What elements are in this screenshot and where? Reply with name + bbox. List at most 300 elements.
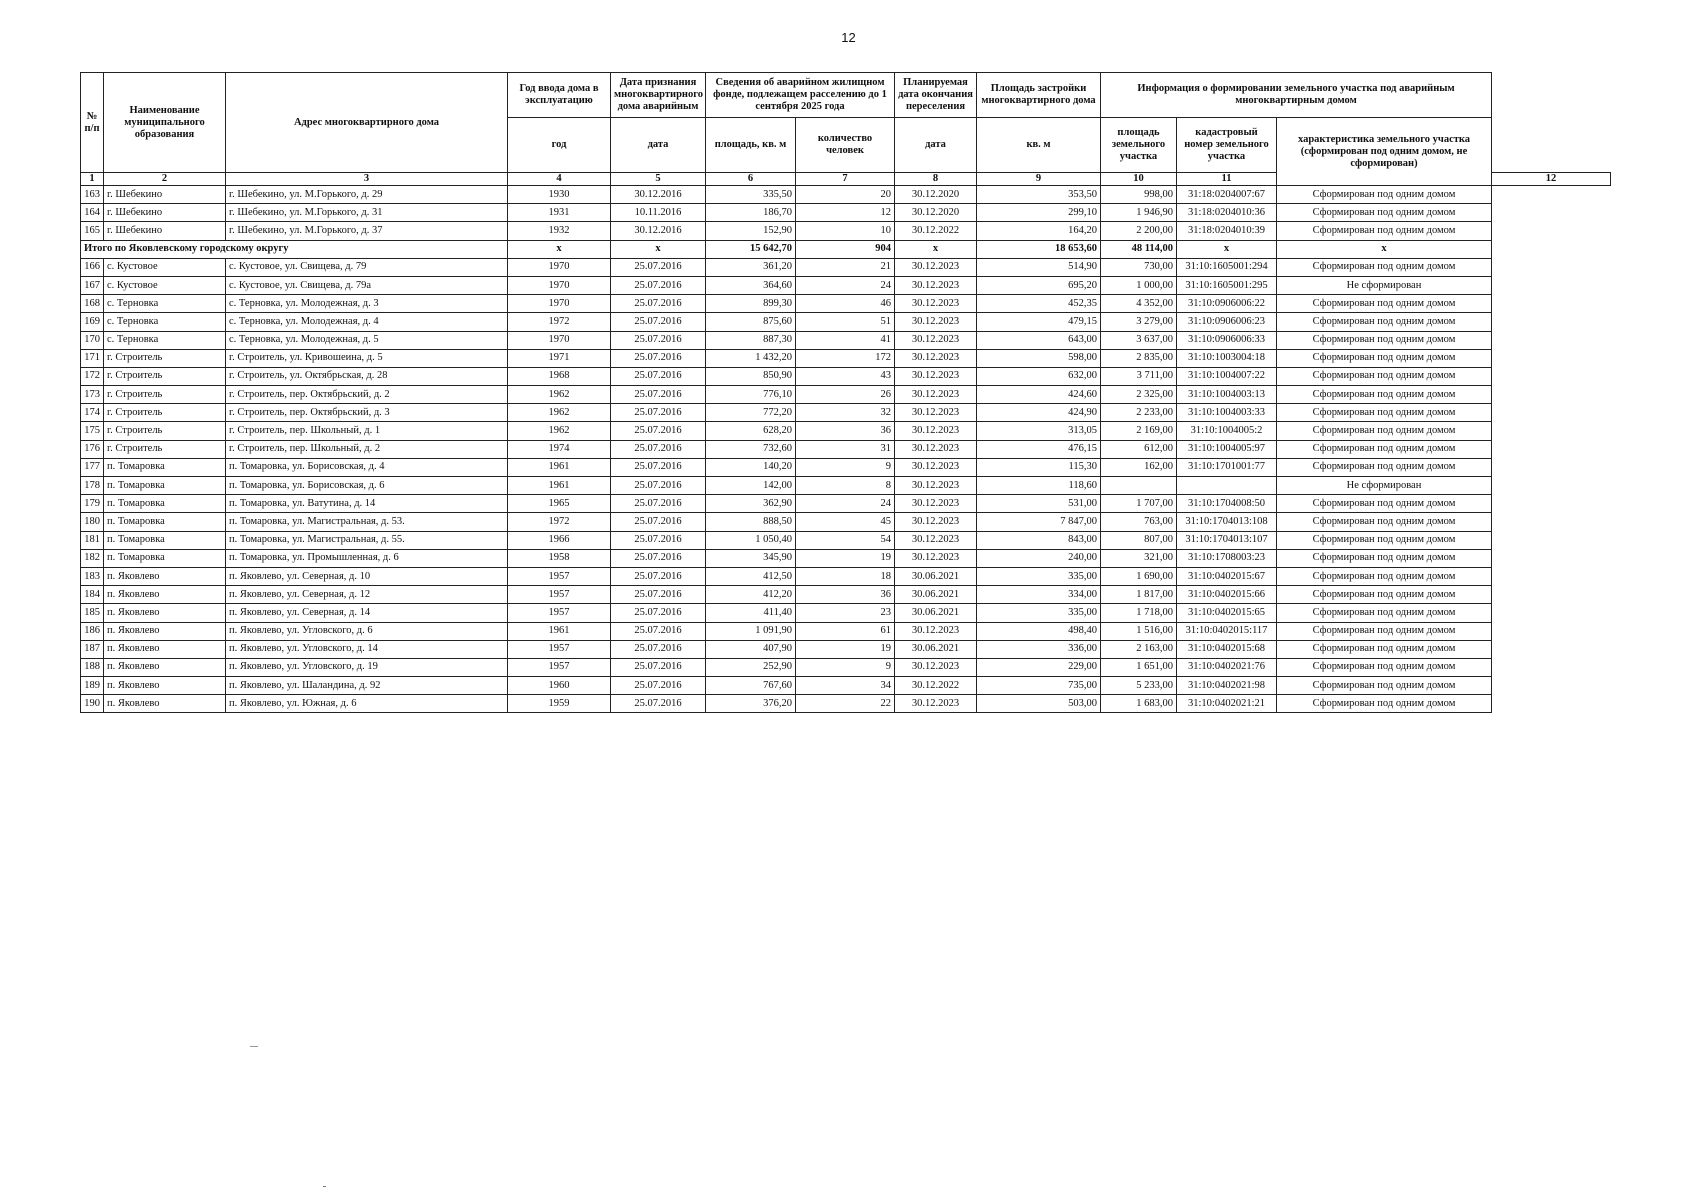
cell-mo: п. Яковлево <box>104 658 226 676</box>
cell-char: Сформирован под одним домом <box>1277 349 1492 367</box>
cell-barea: 336,00 <box>977 640 1101 658</box>
cell-addr: п. Томаровка, ул. Борисовская, д. 4 <box>226 458 508 476</box>
cell-date: 25.07.2016 <box>611 349 706 367</box>
cell-plan: 30.12.2023 <box>895 386 977 404</box>
cell-date: 25.07.2016 <box>611 495 706 513</box>
cell-people: 41 <box>796 331 895 349</box>
table-row <box>81 604 1611 622</box>
cell-n: 182 <box>81 549 104 567</box>
cell-char: Сформирован под одним домом <box>1277 640 1492 658</box>
cell-barea: 498,40 <box>977 622 1101 640</box>
cell-char: Сформирован под одним домом <box>1277 622 1492 640</box>
cell-larea: 1 817,00 <box>1101 586 1177 604</box>
header-date-emergency: Дата признания многоквартирного дома аварийным <box>611 73 706 118</box>
cell-larea: 162,00 <box>1101 458 1177 476</box>
header-unit-date2: дата <box>895 118 977 173</box>
cell-n: 187 <box>81 640 104 658</box>
cell-date: 25.07.2016 <box>611 658 706 676</box>
header-unit-year: год <box>508 118 611 173</box>
total-area: 15 642,70 <box>706 240 796 258</box>
cell-barea: 240,00 <box>977 549 1101 567</box>
cell-n: 190 <box>81 695 104 713</box>
cell-cad: 31:10:0402021:98 <box>1177 677 1277 695</box>
cell-char: Сформирован под одним домом <box>1277 531 1492 549</box>
cell-area: 252,90 <box>706 658 796 676</box>
cell-area: 1 432,20 <box>706 349 796 367</box>
col-num-10: 10 <box>1101 173 1177 186</box>
cell-cad: 31:18:0204010:39 <box>1177 222 1277 240</box>
cell-date: 30.12.2016 <box>611 186 706 204</box>
cell-barea: 424,90 <box>977 404 1101 422</box>
cell-mo: п. Томаровка <box>104 477 226 495</box>
cell-mo: с. Терновка <box>104 331 226 349</box>
cell-larea: 763,00 <box>1101 513 1177 531</box>
cell-date: 25.07.2016 <box>611 622 706 640</box>
cell-year: 1974 <box>508 440 611 458</box>
cell-mo: п. Томаровка <box>104 495 226 513</box>
cell-char: Сформирован под одним домом <box>1277 295 1492 313</box>
cell-larea: 730,00 <box>1101 258 1177 276</box>
cell-year: 1957 <box>508 658 611 676</box>
cell-year: 1957 <box>508 586 611 604</box>
cell-year: 1930 <box>508 186 611 204</box>
cell-barea: 514,90 <box>977 258 1101 276</box>
cell-mo: г. Шебекино <box>104 204 226 222</box>
scan-mark <box>323 1186 326 1187</box>
cell-cad: 31:10:1708003:23 <box>1177 549 1277 567</box>
table-row <box>81 313 1611 331</box>
cell-addr: п. Томаровка, ул. Магистральная, д. 53. <box>226 513 508 531</box>
cell-mo: п. Яковлево <box>104 677 226 695</box>
cell-people: 10 <box>796 222 895 240</box>
cell-barea: 598,00 <box>977 349 1101 367</box>
cell-area: 1 091,90 <box>706 622 796 640</box>
cell-area: 412,20 <box>706 586 796 604</box>
cell-larea: 2 233,00 <box>1101 404 1177 422</box>
cell-area: 152,90 <box>706 222 796 240</box>
table-row <box>81 222 1611 240</box>
col-num-4: 4 <box>508 173 611 186</box>
cell-mo: г. Строитель <box>104 367 226 385</box>
cell-cad: 31:18:0204007:67 <box>1177 186 1277 204</box>
cell-mo: п. Томаровка <box>104 513 226 531</box>
cell-mo: г. Строитель <box>104 404 226 422</box>
cell-date: 25.07.2016 <box>611 586 706 604</box>
cell-n: 189 <box>81 677 104 695</box>
cell-year: 1965 <box>508 495 611 513</box>
cell-date: 25.07.2016 <box>611 531 706 549</box>
table-row <box>81 258 1611 276</box>
cell-plan: 30.12.2023 <box>895 313 977 331</box>
cell-date: 25.07.2016 <box>611 604 706 622</box>
cell-area: 899,30 <box>706 295 796 313</box>
cell-area: 412,50 <box>706 567 796 585</box>
cell-barea: 479,15 <box>977 313 1101 331</box>
header-unit-sqm: кв. м <box>977 118 1101 173</box>
cell-barea: 334,00 <box>977 586 1101 604</box>
cell-char: Не сформирован <box>1277 477 1492 495</box>
cell-mo: г. Строитель <box>104 422 226 440</box>
cell-year: 1968 <box>508 367 611 385</box>
cell-cad: 31:10:0402015:68 <box>1177 640 1277 658</box>
cell-addr: с. Терновка, ул. Молодежная, д. 5 <box>226 331 508 349</box>
cell-addr: г. Строитель, ул. Октябрьская, д. 28 <box>226 367 508 385</box>
cell-date: 25.07.2016 <box>611 640 706 658</box>
total-people: 904 <box>796 240 895 258</box>
cell-area: 335,50 <box>706 186 796 204</box>
cell-date: 25.07.2016 <box>611 404 706 422</box>
cell-year: 1959 <box>508 695 611 713</box>
cell-n: 170 <box>81 331 104 349</box>
cell-char: Сформирован под одним домом <box>1277 258 1492 276</box>
cell-area: 407,90 <box>706 640 796 658</box>
cell-n: 175 <box>81 422 104 440</box>
header-year-built: Год ввода дома в эксплуатацию <box>508 73 611 118</box>
cell-date: 25.07.2016 <box>611 677 706 695</box>
cell-n: 173 <box>81 386 104 404</box>
table-row <box>81 677 1611 695</box>
cell-n: 174 <box>81 404 104 422</box>
table-row <box>81 204 1611 222</box>
cell-addr: г. Шебекино, ул. М.Горького, д. 31 <box>226 204 508 222</box>
cell-barea: 643,00 <box>977 331 1101 349</box>
cell-year: 1970 <box>508 258 611 276</box>
cell-addr: с. Терновка, ул. Молодежная, д. 3 <box>226 295 508 313</box>
cell-larea: 1 683,00 <box>1101 695 1177 713</box>
cell-plan: 30.12.2023 <box>895 531 977 549</box>
cell-people: 21 <box>796 258 895 276</box>
cell-date: 25.07.2016 <box>611 422 706 440</box>
cell-mo: п. Томаровка <box>104 549 226 567</box>
header-planned-date: Планируемая дата окончания переселения <box>895 73 977 118</box>
table-header <box>81 73 1611 186</box>
cell-plan: 30.06.2021 <box>895 586 977 604</box>
cell-cad: 31:10:1004003:33 <box>1177 404 1277 422</box>
cell-plan: 30.06.2021 <box>895 567 977 585</box>
table-row <box>81 640 1611 658</box>
cell-mo: п. Яковлево <box>104 622 226 640</box>
cell-date: 10.11.2016 <box>611 204 706 222</box>
cell-area: 140,20 <box>706 458 796 476</box>
cell-area: 887,30 <box>706 331 796 349</box>
cell-larea: 2 169,00 <box>1101 422 1177 440</box>
cell-area: 772,20 <box>706 404 796 422</box>
cell-barea: 7 847,00 <box>977 513 1101 531</box>
table-row <box>81 276 1611 294</box>
cell-cad <box>1177 477 1277 495</box>
header-address: Адрес многоквартирного дома <box>226 73 508 173</box>
cell-plan: 30.12.2023 <box>895 422 977 440</box>
col-num-12: 12 <box>1492 173 1611 186</box>
cell-addr: п. Яковлево, ул. Южная, д. 6 <box>226 695 508 713</box>
cell-area: 361,20 <box>706 258 796 276</box>
cell-larea: 321,00 <box>1101 549 1177 567</box>
cell-cad: 31:18:0204010:36 <box>1177 204 1277 222</box>
cell-area: 142,00 <box>706 477 796 495</box>
table-row <box>81 622 1611 640</box>
cell-area: 776,10 <box>706 386 796 404</box>
cell-larea: 1 651,00 <box>1101 658 1177 676</box>
cell-date: 25.07.2016 <box>611 258 706 276</box>
cell-addr: п. Яковлево, ул. Северная, д. 12 <box>226 586 508 604</box>
cell-plan: 30.12.2023 <box>895 622 977 640</box>
cell-n: 179 <box>81 495 104 513</box>
cell-people: 172 <box>796 349 895 367</box>
cell-addr: п. Яковлево, ул. Угловского, д. 6 <box>226 622 508 640</box>
cell-n: 168 <box>81 295 104 313</box>
cell-plan: 30.12.2023 <box>895 695 977 713</box>
cell-area: 376,20 <box>706 695 796 713</box>
cell-date: 25.07.2016 <box>611 331 706 349</box>
cell-mo: г. Шебекино <box>104 222 226 240</box>
col-num-11: 11 <box>1177 173 1277 186</box>
cell-people: 24 <box>796 276 895 294</box>
table-row <box>81 549 1611 567</box>
cell-n: 186 <box>81 622 104 640</box>
cell-char: Сформирован под одним домом <box>1277 695 1492 713</box>
table-row <box>81 440 1611 458</box>
cell-year: 1962 <box>508 386 611 404</box>
cell-year: 1970 <box>508 331 611 349</box>
table-row <box>81 513 1611 531</box>
cell-n: 176 <box>81 440 104 458</box>
cell-year: 1931 <box>508 204 611 222</box>
total-larea: 48 114,00 <box>1101 240 1177 258</box>
cell-mo: п. Томаровка <box>104 458 226 476</box>
cell-people: 20 <box>796 186 895 204</box>
cell-n: 178 <box>81 477 104 495</box>
total-label: Итого по Яковлевскому городскому округу <box>81 240 508 258</box>
col-num-2: 2 <box>104 173 226 186</box>
cell-mo: с. Терновка <box>104 313 226 331</box>
cell-n: 184 <box>81 586 104 604</box>
cell-larea: 1 000,00 <box>1101 276 1177 294</box>
table-row <box>81 531 1611 549</box>
cell-people: 9 <box>796 658 895 676</box>
cell-barea: 843,00 <box>977 531 1101 549</box>
cell-barea: 313,05 <box>977 422 1101 440</box>
cell-plan: 30.12.2023 <box>895 477 977 495</box>
cell-people: 8 <box>796 477 895 495</box>
cell-barea: 118,60 <box>977 477 1101 495</box>
cell-area: 850,90 <box>706 367 796 385</box>
col-num-6: 6 <box>706 173 796 186</box>
cell-date: 25.07.2016 <box>611 513 706 531</box>
cell-addr: г. Строитель, ул. Кривошеина, д. 5 <box>226 349 508 367</box>
cell-n: 171 <box>81 349 104 367</box>
cell-plan: 30.12.2023 <box>895 276 977 294</box>
cell-mo: п. Яковлево <box>104 586 226 604</box>
cell-larea: 1 707,00 <box>1101 495 1177 513</box>
cell-larea: 2 325,00 <box>1101 386 1177 404</box>
cell-people: 36 <box>796 586 895 604</box>
cell-cad: 31:10:0906006:23 <box>1177 313 1277 331</box>
cell-area: 888,50 <box>706 513 796 531</box>
cell-date: 25.07.2016 <box>611 313 706 331</box>
cell-people: 19 <box>796 640 895 658</box>
table-row <box>81 586 1611 604</box>
cell-char: Сформирован под одним домом <box>1277 495 1492 513</box>
cell-people: 19 <box>796 549 895 567</box>
cell-year: 1957 <box>508 640 611 658</box>
cell-mo: г. Строитель <box>104 349 226 367</box>
col-num-5: 5 <box>611 173 706 186</box>
cell-year: 1972 <box>508 313 611 331</box>
cell-char: Сформирован под одним домом <box>1277 313 1492 331</box>
cell-plan: 30.12.2023 <box>895 458 977 476</box>
cell-n: 167 <box>81 276 104 294</box>
cell-plan: 30.12.2023 <box>895 513 977 531</box>
cell-larea: 3 711,00 <box>1101 367 1177 385</box>
header-unit-date: дата <box>611 118 706 173</box>
cell-mo: г. Строитель <box>104 386 226 404</box>
cell-year: 1961 <box>508 622 611 640</box>
cell-area: 345,90 <box>706 549 796 567</box>
cell-addr: п. Томаровка, ул. Борисовская, д. 6 <box>226 477 508 495</box>
cell-char: Сформирован под одним домом <box>1277 204 1492 222</box>
cell-mo: п. Томаровка <box>104 531 226 549</box>
cell-addr: г. Шебекино, ул. М.Горького, д. 37 <box>226 222 508 240</box>
cell-larea: 998,00 <box>1101 186 1177 204</box>
cell-n: 177 <box>81 458 104 476</box>
table-row <box>81 295 1611 313</box>
cell-barea: 476,15 <box>977 440 1101 458</box>
cell-addr: п. Яковлево, ул. Угловского, д. 19 <box>226 658 508 676</box>
emergency-housing-table <box>80 72 1611 713</box>
cell-addr: п. Томаровка, ул. Промышленная, д. 6 <box>226 549 508 567</box>
table-row <box>81 458 1611 476</box>
cell-char: Сформирован под одним домом <box>1277 604 1492 622</box>
cell-cad: 31:10:0402015:67 <box>1177 567 1277 585</box>
cell-cad: 31:10:0906006:22 <box>1177 295 1277 313</box>
col-num-7: 7 <box>796 173 895 186</box>
cell-barea: 452,35 <box>977 295 1101 313</box>
cell-larea: 4 352,00 <box>1101 295 1177 313</box>
cell-addr: п. Томаровка, ул. Магистральная, д. 55. <box>226 531 508 549</box>
cell-n: 164 <box>81 204 104 222</box>
header-no: № п/п <box>81 73 104 173</box>
cell-plan: 30.12.2023 <box>895 349 977 367</box>
cell-larea: 1 946,90 <box>1101 204 1177 222</box>
cell-people: 12 <box>796 204 895 222</box>
cell-mo: с. Кустовое <box>104 276 226 294</box>
cell-char: Сформирован под одним домом <box>1277 567 1492 585</box>
cell-year: 1958 <box>508 549 611 567</box>
cell-area: 364,60 <box>706 276 796 294</box>
cell-mo: п. Яковлево <box>104 567 226 585</box>
header-unit-area: площадь, кв. м <box>706 118 796 173</box>
cell-plan: 30.12.2023 <box>895 495 977 513</box>
cell-n: 165 <box>81 222 104 240</box>
cell-char: Сформирован под одним домом <box>1277 513 1492 531</box>
table-row <box>81 477 1611 495</box>
cell-mo: с. Кустовое <box>104 258 226 276</box>
cell-barea: 632,00 <box>977 367 1101 385</box>
cell-people: 61 <box>796 622 895 640</box>
cell-larea: 2 200,00 <box>1101 222 1177 240</box>
cell-plan: 30.12.2023 <box>895 440 977 458</box>
cell-n: 188 <box>81 658 104 676</box>
cell-people: 26 <box>796 386 895 404</box>
cell-year: 1932 <box>508 222 611 240</box>
table-row <box>81 367 1611 385</box>
cell-addr: с. Кустовое, ул. Свищева, д. 79а <box>226 276 508 294</box>
cell-barea: 164,20 <box>977 222 1101 240</box>
cell-barea: 229,00 <box>977 658 1101 676</box>
cell-n: 172 <box>81 367 104 385</box>
cell-barea: 424,60 <box>977 386 1101 404</box>
col-num-1: 1 <box>81 173 104 186</box>
cell-plan: 30.12.2023 <box>895 549 977 567</box>
cell-year: 1970 <box>508 295 611 313</box>
col-num-3: 3 <box>226 173 508 186</box>
cell-plan: 30.12.2020 <box>895 186 977 204</box>
cell-addr: г. Строитель, пер. Школьный, д. 2 <box>226 440 508 458</box>
cell-year: 1971 <box>508 349 611 367</box>
cell-area: 1 050,40 <box>706 531 796 549</box>
cell-area: 767,60 <box>706 677 796 695</box>
cell-cad: 31:10:0402021:21 <box>1177 695 1277 713</box>
cell-mo: с. Терновка <box>104 295 226 313</box>
cell-date: 25.07.2016 <box>611 549 706 567</box>
cell-addr: г. Строитель, пер. Октябрьский, д. 3 <box>226 404 508 422</box>
table-row <box>81 695 1611 713</box>
table-body <box>81 186 1611 713</box>
cell-cad: 31:10:1605001:295 <box>1177 276 1277 294</box>
cell-people: 54 <box>796 531 895 549</box>
cell-date: 25.07.2016 <box>611 295 706 313</box>
cell-year: 1962 <box>508 404 611 422</box>
cell-people: 46 <box>796 295 895 313</box>
cell-char: Сформирован под одним домом <box>1277 186 1492 204</box>
cell-cad: 31:10:1701001:77 <box>1177 458 1277 476</box>
cell-plan: 30.12.2023 <box>895 404 977 422</box>
cell-plan: 30.06.2021 <box>895 640 977 658</box>
total-barea: 18 653,60 <box>977 240 1101 258</box>
header-cadastral: кадастровый номер земельного участка <box>1177 118 1277 173</box>
cell-people: 36 <box>796 422 895 440</box>
table-row <box>81 386 1611 404</box>
table-row <box>81 349 1611 367</box>
total-plan: x <box>895 240 977 258</box>
cell-mo: п. Яковлево <box>104 695 226 713</box>
cell-char: Сформирован под одним домом <box>1277 222 1492 240</box>
table-row <box>81 495 1611 513</box>
total-year: x <box>508 240 611 258</box>
cell-date: 25.07.2016 <box>611 477 706 495</box>
cell-plan: 30.12.2023 <box>895 658 977 676</box>
total-row <box>81 240 1611 258</box>
cell-people: 45 <box>796 513 895 531</box>
cell-larea: 612,00 <box>1101 440 1177 458</box>
header-land-char: характеристика земельного участка (сформирован под одним домом, не сформирован) <box>1277 118 1492 186</box>
cell-char: Сформирован под одним домом <box>1277 367 1492 385</box>
cell-people: 24 <box>796 495 895 513</box>
cell-people: 18 <box>796 567 895 585</box>
cell-year: 1957 <box>508 604 611 622</box>
cell-mo: п. Яковлево <box>104 640 226 658</box>
cell-year: 1962 <box>508 422 611 440</box>
cell-date: 25.07.2016 <box>611 440 706 458</box>
cell-year: 1970 <box>508 276 611 294</box>
cell-cad: 31:10:1605001:294 <box>1177 258 1277 276</box>
cell-addr: п. Яковлево, ул. Шаландина, д. 92 <box>226 677 508 695</box>
cell-n: 166 <box>81 258 104 276</box>
header-building-area: Площадь застройки многоквартирного дома <box>977 73 1101 118</box>
cell-plan: 30.12.2020 <box>895 204 977 222</box>
cell-cad: 31:10:0402015:65 <box>1177 604 1277 622</box>
cell-barea: 695,20 <box>977 276 1101 294</box>
